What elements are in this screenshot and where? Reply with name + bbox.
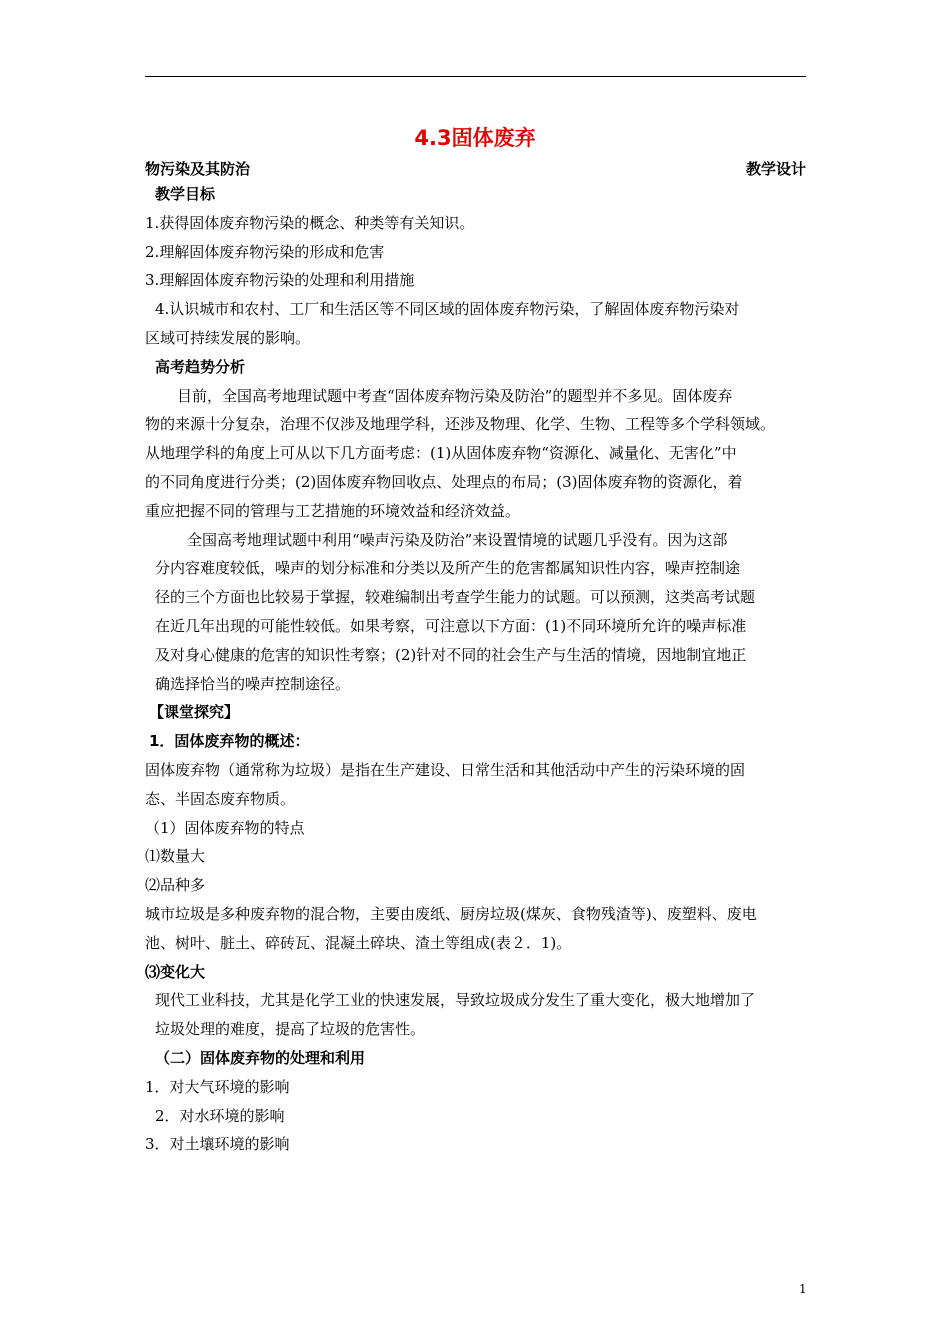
- section-heading: 1．固体废弃物的概述：: [149, 732, 310, 751]
- page-number: 1: [799, 1282, 807, 1296]
- trend-paragraph-line: 从地理学科的角度上可从以下几方面考虑：(1)从固体废弃物“资源化、减量化、无害化”中: [145, 444, 737, 463]
- definition-line: 态、半固态废弃物质。: [145, 789, 296, 808]
- impact-item: 3．对土壤环境的影响: [145, 1135, 290, 1154]
- trend-heading: 高考趋势分析: [155, 357, 246, 376]
- trend-paragraph-line: 分内容难度较低，噪声的划分标准和分类以及所产生的危害都属知识性内容，噪声控制途: [155, 559, 741, 578]
- feature-text: 池、树叶、脏土、碎砖瓦、混凝土碎块、渣土等组成(表２．1)。: [145, 933, 572, 952]
- subtitle-right: 教学设计: [745, 160, 806, 178]
- trend-paragraph-line: 径的三个方面也比较易于掌握，较难编制出考查学生能力的试题。可以预测，这类高考试题: [155, 588, 756, 607]
- trend-paragraph-line: 的不同角度进行分类；(2)固体废弃物回收点、处理点的布局；(3)固体废弃物的资源化，着: [145, 472, 743, 491]
- trend-paragraph-line: 目前，全国高考地理试题中考查“固体废弃物污染及防治”的题型并不多见。固体废弃: [177, 386, 733, 405]
- trend-paragraph-line: 及对身心健康的危害的知识性考察；(2)针对不同的社会生产与生活的情境，因地制宜地正: [155, 645, 747, 664]
- subtitle-left: 物污染及其防治: [145, 160, 251, 178]
- goal-item: 4.认识城市和农村、工厂和生活区等不同区域的固体废弃物污染，了解固体废弃物污染对: [155, 300, 740, 319]
- feature-item: ⑴数量大: [145, 847, 206, 866]
- trend-paragraph-line: 在近几年出现的可能性较低。如果考察，可注意以下方面：(1)不同环境所允许的噪声标准: [155, 616, 747, 635]
- page-title: 4.3固体废弃: [414, 126, 536, 150]
- explore-heading: 【课堂探究】: [149, 703, 240, 722]
- header-rule: [145, 76, 806, 77]
- feature-text: 垃圾处理的难度，提高了垃圾的危害性。: [155, 1020, 426, 1039]
- section-heading: （二）固体废弃物的处理和利用: [155, 1048, 366, 1067]
- goal-item: 1.获得固体废弃物污染的概念、种类等有关知识。: [145, 213, 475, 232]
- goal-item: 3.理解固体废弃物污染的处理和利用措施: [145, 271, 415, 290]
- feature-text: 城市垃圾是多种废弃物的混合物，主要由废纸、厨房垃圾(煤灰、食物残渣等)、废塑料、废电: [145, 904, 757, 923]
- impact-item: 1．对大气环境的影响: [145, 1077, 290, 1096]
- trend-paragraph-line: 物的来源十分复杂，治理不仅涉及地理学科，还涉及物理、化学、生物、工程等多个学科领域。: [145, 415, 776, 434]
- features-heading: （1）固体废弃物的特点: [145, 818, 305, 837]
- definition-line: 固体废弃物（通常称为垃圾）是指在生产建设、日常生活和其他活动中产生的污染环境的固: [145, 760, 746, 779]
- feature-item: ⑶变化大: [145, 962, 206, 981]
- trend-paragraph-line: 确选择恰当的噪声控制途径。: [155, 674, 351, 693]
- impact-item: 2．对水环境的影响: [155, 1106, 285, 1125]
- goal-item: 2.理解固体废弃物污染的形成和危害: [145, 242, 385, 261]
- goals-heading: 教学目标: [155, 185, 216, 203]
- trend-paragraph-line: 重应把握不同的管理与工艺措施的环境效益和经济效益。: [145, 501, 521, 520]
- trend-paragraph-line: 全国高考地理试题中利用“噪声污染及防治”来设置情境的试题几乎没有。因为这部: [187, 530, 728, 549]
- document-body: [145, 180, 809, 1159]
- feature-text: 现代工业科技，尤其是化学工业的快速发展，导致垃圾成分发生了重大变化，极大地增加了: [155, 991, 756, 1010]
- feature-item: ⑵品种多: [145, 876, 206, 895]
- goal-item: 区域可持续发展的影响。: [145, 328, 311, 347]
